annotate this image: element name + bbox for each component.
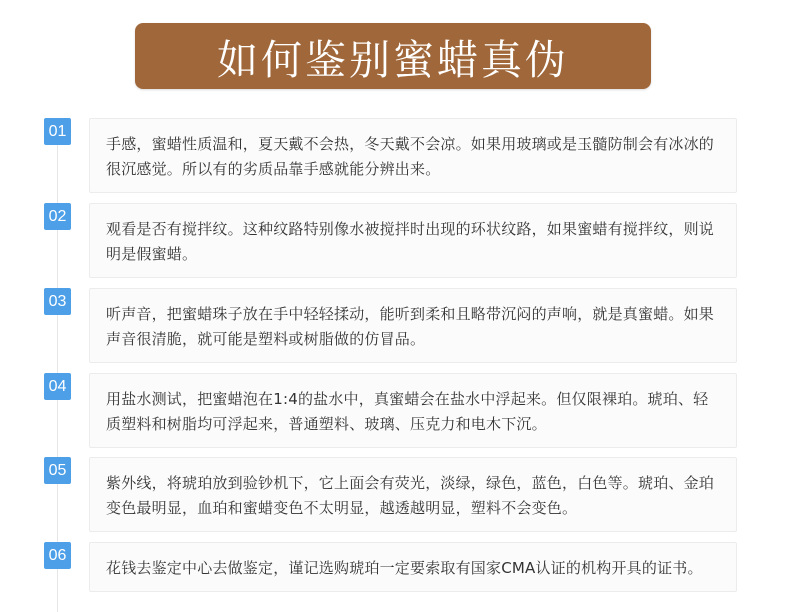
- step-text: 用盐水测试，把蜜蜡泡在1:4的盐水中，真蜜蜡会在盐水中浮起来。但仅限裸珀。琥珀、轻质塑料和树脂均可浮起来，普通塑料、玻璃、压克力和电木下沉。: [106, 390, 709, 433]
- step-text: 花钱去鉴定中心去做鉴定，谨记选购琥珀一定要索取有国家CMA认证的机构开具的证书。: [106, 559, 703, 577]
- step-card: [89, 118, 737, 193]
- step-number-badge: 01: [44, 118, 71, 145]
- step-number-badge: 06: [44, 542, 71, 569]
- step-text: 听声音，把蜜蜡珠子放在手中轻轻揉动，能听到柔和且略带沉闷的声响，就是真蜜蜡。如果声音很清脆，就可能是塑料或树脂做的仿冒品。: [106, 305, 715, 348]
- title-banner: [135, 23, 651, 89]
- step-number-badge: 03: [44, 288, 71, 315]
- step-number-badge: 04: [44, 373, 71, 400]
- step-card: [89, 288, 737, 363]
- step-card: [89, 203, 737, 278]
- step-text: 手感，蜜蜡性质温和，夏天戴不会热，冬天戴不会凉。如果用玻璃或是玉髓防制会有冰冰的很沉感觉。所以有的劣质品靠手感就能分辨出来。: [106, 135, 715, 178]
- step-card: [89, 542, 737, 592]
- step-number-badge: 02: [44, 203, 71, 230]
- step-card: [89, 457, 737, 532]
- step-text: 紫外线，将琥珀放到验钞机下，它上面会有荧光，淡绿，绿色，蓝色，白色等。琥珀、金珀变色最明显，血珀和蜜蜡变色不太明显，越透越明显，塑料不会变色。: [106, 474, 715, 517]
- step-text: 观看是否有搅拌纹。这种纹路特别像水被搅拌时出现的环状纹路，如果蜜蜡有搅拌纹，则说明是假蜜蜡。: [106, 220, 715, 263]
- page-title: 如何鉴别蜜蜡真伪: [217, 35, 569, 84]
- step-card: [89, 373, 737, 448]
- step-number-badge: 05: [44, 457, 71, 484]
